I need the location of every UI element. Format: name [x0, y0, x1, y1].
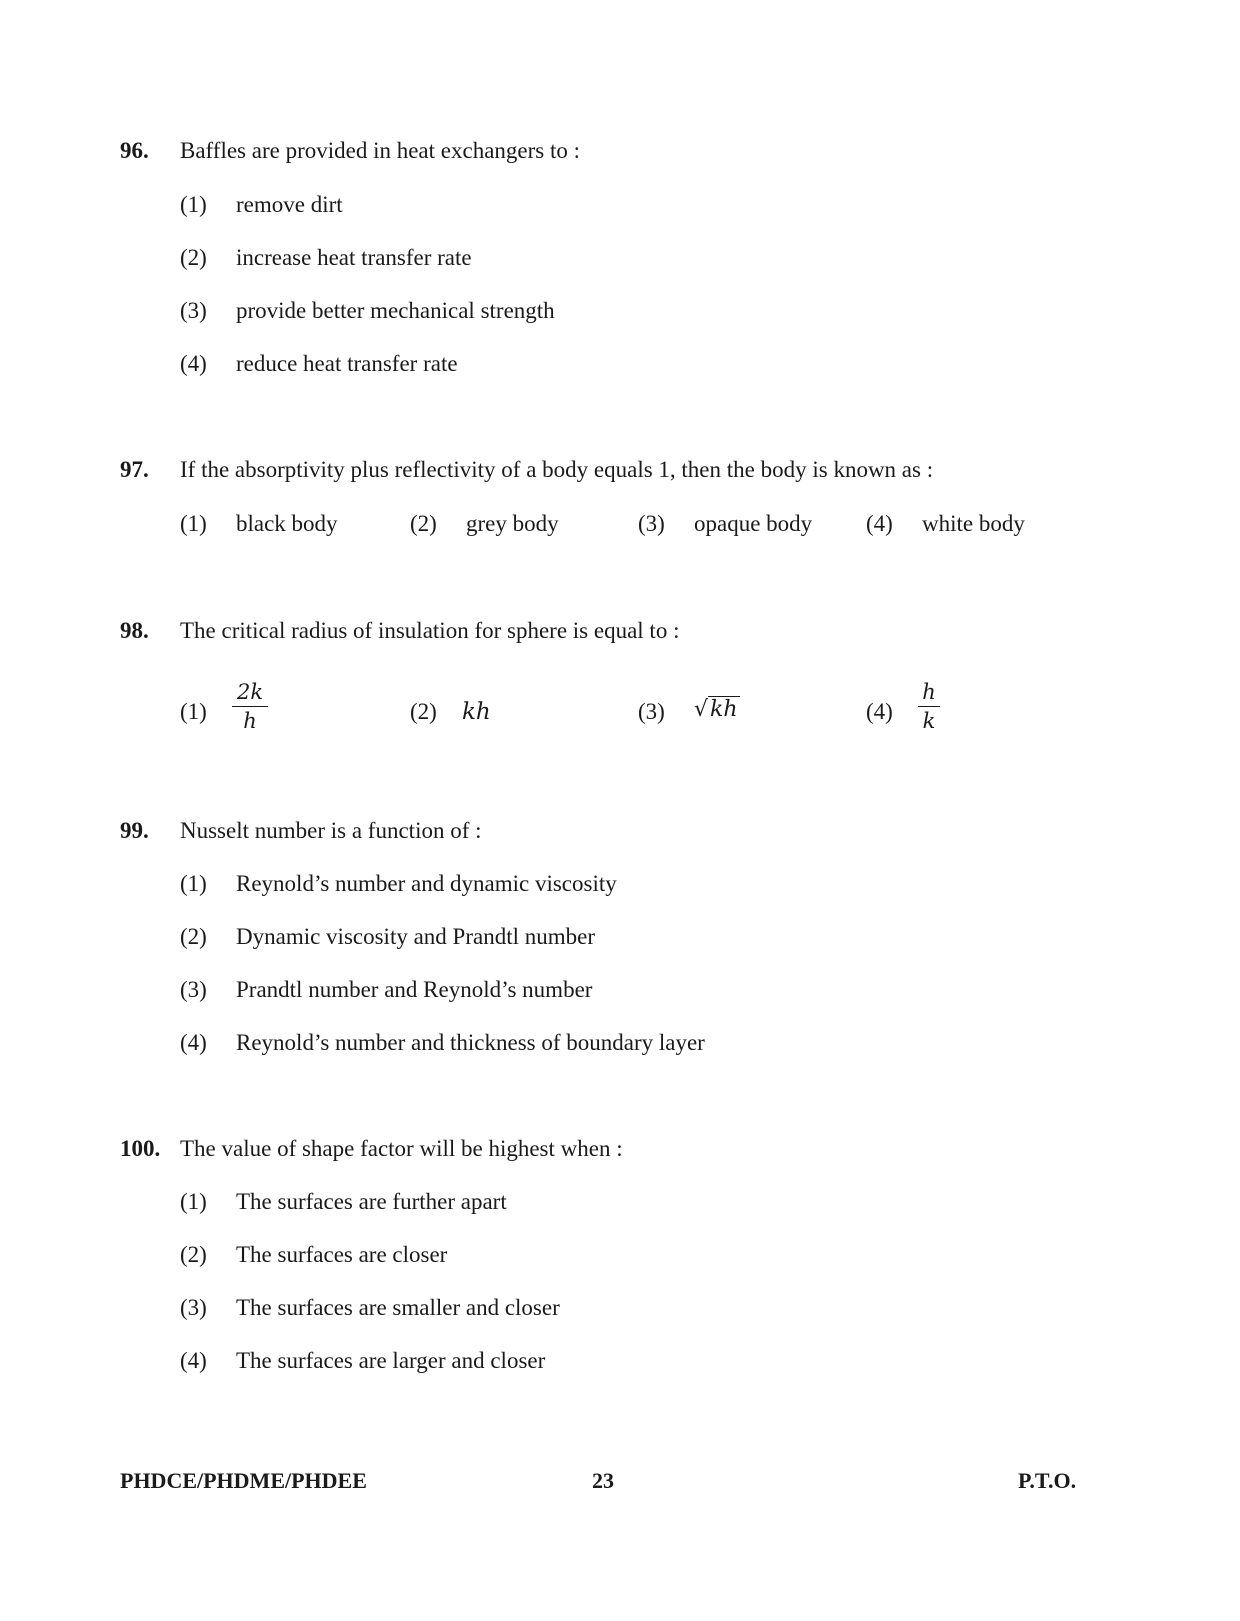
option-number: (4) [180, 1030, 207, 1055]
fraction-numerator: h [922, 680, 936, 704]
radicand: kh [710, 697, 738, 722]
radical-sign: √ [694, 697, 709, 722]
fraction-denominator: h [243, 709, 257, 733]
option-number: (4) [866, 699, 893, 724]
option-text: grey body [466, 511, 559, 536]
option-text: reduce heat transfer rate [236, 351, 458, 376]
option-number: (1) [180, 511, 207, 536]
option-number: (1) [180, 871, 207, 896]
fraction-h-over-k [918, 680, 940, 733]
option-number: (4) [180, 1348, 207, 1373]
question-number: 100. [120, 1136, 161, 1161]
option-text: Dynamic viscosity and Prandtl number [236, 924, 595, 949]
fraction-2k-over-h [232, 680, 268, 733]
option-number: (2) [180, 1242, 207, 1267]
option-text: provide better mechanical strength [236, 298, 555, 323]
option-text: The surfaces are larger and closer [236, 1348, 546, 1373]
fraction-bar [232, 706, 268, 707]
question-text: Baffles are provided in heat exchangers to : [180, 138, 581, 163]
option-text: The surfaces are closer [236, 1242, 448, 1267]
option-number: (1) [180, 699, 207, 724]
option-number: (2) [180, 924, 207, 949]
option-text: kh [462, 699, 491, 725]
question-number: 96. [120, 138, 149, 163]
option-number: (4) [866, 511, 893, 536]
option-number: (3) [180, 977, 207, 1002]
option-text: white body [922, 511, 1025, 536]
fraction-numerator: 2k [236, 680, 264, 704]
option-number: (3) [180, 298, 207, 323]
option-number: (4) [180, 351, 207, 376]
option-number: (1) [180, 192, 207, 217]
option-text: The surfaces are smaller and closer [236, 1295, 560, 1320]
option-number: (2) [410, 699, 437, 724]
question-number: 99. [120, 818, 149, 843]
option-text: The surfaces are further apart [236, 1189, 507, 1214]
option-text: Reynold’s number and dynamic viscosity [236, 871, 617, 896]
question-number: 97. [120, 457, 149, 482]
option-text: Prandtl number and Reynold’s number [236, 977, 593, 1002]
question-text: The value of shape factor will be highest when : [180, 1136, 623, 1161]
option-number: (3) [638, 699, 665, 724]
option-number: (1) [180, 1189, 207, 1214]
option-number: (3) [638, 511, 665, 536]
question-number: 98. [120, 618, 149, 643]
footer-page-number: 23 [592, 1468, 614, 1493]
footer-paper-code: PHDCE/PHDME/PHDEE [120, 1468, 367, 1493]
option-text: opaque body [694, 511, 813, 536]
option-text: black body [236, 511, 338, 536]
question-text: If the absorptivity plus reflectivity of a body equals 1, then the body is known as : [180, 457, 934, 482]
option-number: (2) [180, 245, 207, 270]
question-text: Nusselt number is a function of : [180, 818, 482, 843]
footer-pto: P.T.O. [1018, 1468, 1077, 1493]
option-text: Reynold’s number and thickness of boundary layer [236, 1030, 705, 1055]
square-root-kh [694, 697, 740, 722]
fraction-bar [918, 706, 940, 707]
option-number: (3) [180, 1295, 207, 1320]
question-text: The critical radius of insulation for sphere is equal to : [180, 618, 680, 643]
fraction-denominator: k [922, 709, 936, 733]
option-text: increase heat transfer rate [236, 245, 472, 270]
option-number: (2) [410, 511, 437, 536]
option-text: remove dirt [236, 192, 343, 217]
